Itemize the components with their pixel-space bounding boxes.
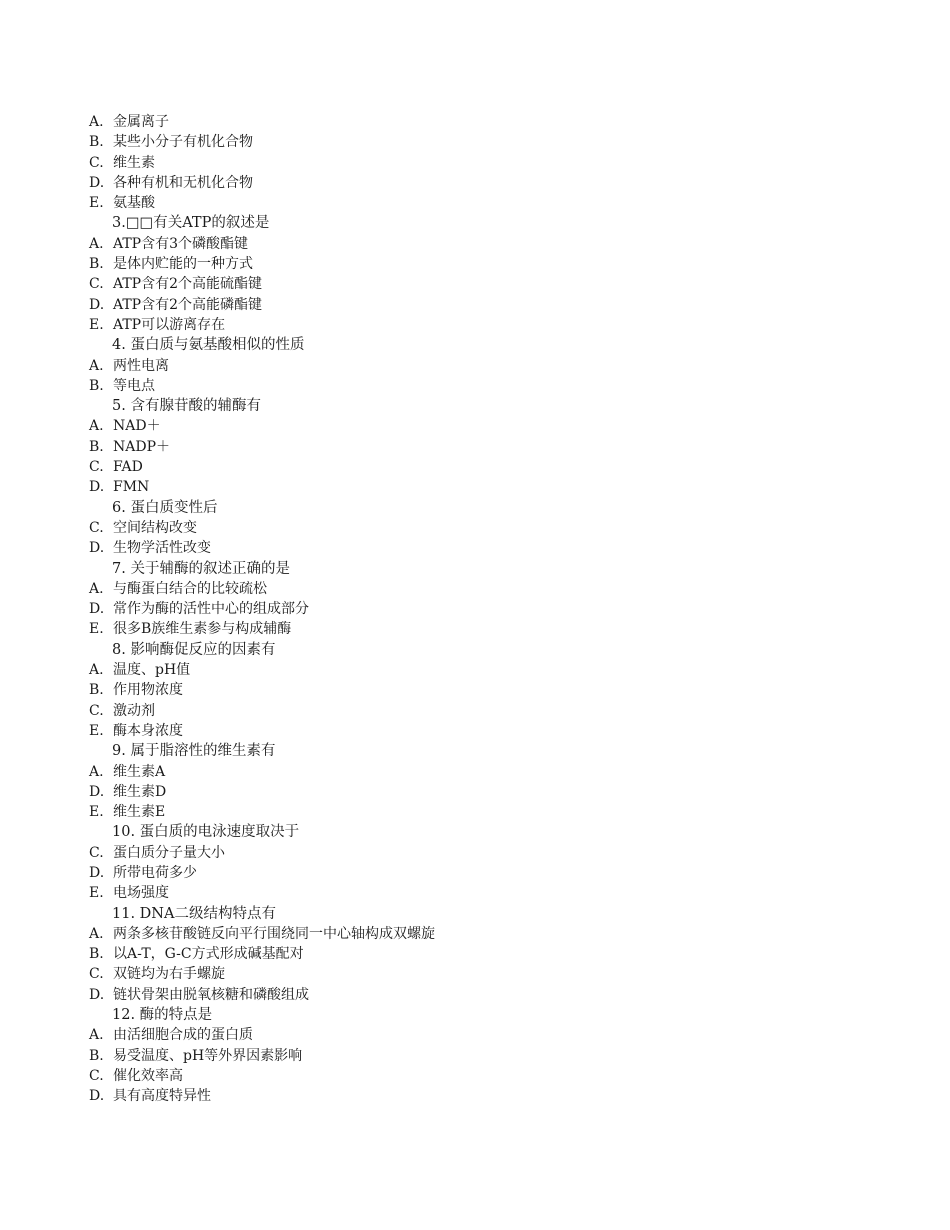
option-text: ATP含有3个磷酸酯键: [113, 235, 249, 252]
option-letter: E.: [89, 804, 104, 821]
option-letter: B.: [89, 134, 104, 151]
option-text: ATP可以游离存在: [113, 316, 226, 333]
option-text: 常作为酶的活性中心的组成部分: [113, 601, 309, 618]
option-letter: C.: [89, 519, 104, 536]
answer-option: [0, 295, 950, 315]
option-letter: D.: [89, 864, 105, 881]
option-text: 所带电荷多少: [113, 864, 197, 881]
answer-option: [0, 112, 950, 132]
answer-option: [0, 234, 950, 254]
option-text: 以A-T，G-C方式形成碱基配对: [113, 946, 304, 963]
answer-option: [0, 477, 950, 497]
option-text: 酶本身浓度: [113, 722, 183, 739]
answer-option: [0, 457, 950, 477]
option-letter: E.: [89, 885, 104, 902]
document-body: [0, 112, 950, 1107]
option-letter: E.: [89, 621, 104, 638]
option-letter: D.: [89, 296, 105, 313]
answer-option: [0, 538, 950, 558]
option-text: ATP含有2个高能硫酯键: [113, 276, 263, 293]
option-letter: D.: [89, 1088, 105, 1105]
answer-option: [0, 153, 950, 173]
option-letter: B.: [89, 377, 104, 394]
answer-option: [0, 782, 950, 802]
question-stem: 6. 蛋白质变性后: [112, 499, 218, 516]
question-stem: 5. 含有腺苷酸的辅酶有: [112, 398, 261, 415]
option-text: ATP含有2个高能磷酯键: [113, 296, 263, 313]
answer-option: [0, 437, 950, 457]
option-text: 金属离子: [113, 114, 169, 130]
answer-option: [0, 863, 950, 883]
option-text: 维生素E: [113, 804, 166, 821]
option-letter: A.: [89, 235, 104, 252]
answer-option: [0, 1086, 950, 1106]
answer-option: [0, 416, 950, 436]
answer-option: [0, 599, 950, 619]
option-text: 空间结构改变: [113, 519, 197, 536]
answer-option: [0, 193, 950, 213]
option-text: 维生素D: [113, 783, 167, 800]
option-letter: A.: [89, 580, 104, 597]
option-text: FAD: [113, 459, 143, 476]
answer-option: [0, 132, 950, 152]
option-text: 蛋白质分子量大小: [113, 844, 225, 861]
answer-option: [0, 924, 950, 944]
option-text: 电场强度: [113, 885, 169, 902]
option-letter: A.: [89, 114, 104, 130]
question-stem: 9. 属于脂溶性的维生素有: [112, 743, 276, 760]
option-text: 某些小分子有机化合物: [113, 134, 253, 151]
option-text: 维生素A: [113, 763, 166, 780]
answer-option: [0, 944, 950, 964]
option-letter: C.: [89, 276, 104, 293]
answer-option: [0, 254, 950, 274]
answer-option: [0, 1025, 950, 1045]
option-text: 两性电离: [113, 357, 169, 374]
answer-option: [0, 762, 950, 782]
option-letter: A.: [89, 925, 104, 942]
answer-option: [0, 1046, 950, 1066]
option-text: 氨基酸: [113, 195, 155, 212]
option-text: NADP＋: [113, 438, 171, 455]
option-text: 由活细胞合成的蛋白质: [113, 1027, 253, 1044]
option-text: 等电点: [113, 377, 155, 394]
answer-option: [0, 701, 950, 721]
answer-option: [0, 843, 950, 863]
option-text: 各种有机和无机化合物: [113, 174, 253, 191]
option-text: 与酶蛋白结合的比较疏松: [113, 580, 267, 597]
option-letter: A.: [89, 418, 104, 435]
answer-option: [0, 356, 950, 376]
option-letter: B.: [89, 946, 104, 963]
option-text: 生物学活性改变: [113, 540, 211, 557]
option-letter: B.: [89, 1047, 104, 1064]
option-letter: E.: [89, 722, 104, 739]
question-stem: 8. 影响酶促反应的因素有: [112, 641, 276, 658]
option-letter: B.: [89, 256, 104, 273]
option-letter: A.: [89, 1027, 104, 1044]
answer-option: [0, 1066, 950, 1086]
option-text: FMN: [113, 479, 150, 496]
option-text: 维生素: [113, 154, 155, 171]
option-text: NAD＋: [113, 418, 161, 435]
option-letter: C.: [89, 459, 104, 476]
option-text: 链状骨架由脱氧核糖和磷酸组成: [113, 986, 309, 1003]
answer-option: [0, 173, 950, 193]
option-letter: D.: [89, 783, 105, 800]
option-text: 是体内贮能的一种方式: [113, 256, 253, 273]
option-letter: E.: [89, 316, 104, 333]
option-text: 激动剂: [113, 702, 155, 719]
option-text: 催化效率高: [113, 1067, 183, 1084]
option-letter: D.: [89, 479, 105, 496]
question-stem: 12. 酶的特点是: [112, 1007, 213, 1024]
answer-option: [0, 985, 950, 1005]
option-letter: A.: [89, 763, 104, 780]
option-letter: C.: [89, 154, 104, 171]
answer-option: [0, 579, 950, 599]
answer-option: [0, 680, 950, 700]
option-text: 具有高度特异性: [113, 1088, 211, 1105]
question-stem: 4. 蛋白质与氨基酸相似的性质: [112, 337, 305, 354]
option-letter: D.: [89, 601, 105, 618]
question-stem: 7. 关于辅酶的叙述正确的是: [112, 560, 290, 577]
option-letter: A.: [89, 357, 104, 374]
option-letter: B.: [89, 438, 104, 455]
option-text: 两条多核苷酸链反向平行围绕同一中心轴构成双螺旋: [113, 925, 435, 942]
answer-option: [0, 315, 950, 335]
option-text: 易受温度、pH等外界因素影响: [113, 1047, 303, 1064]
question-stem: 11. DNA二级结构特点有: [112, 905, 276, 922]
answer-option: [0, 660, 950, 680]
answer-option: [0, 964, 950, 984]
question-stem: 10. 蛋白质的电泳速度取决于: [112, 824, 300, 841]
option-letter: D.: [89, 986, 105, 1003]
answer-option: [0, 518, 950, 538]
option-letter: E.: [89, 195, 104, 212]
option-letter: D.: [89, 174, 105, 191]
answer-option: [0, 802, 950, 822]
option-letter: C.: [89, 844, 104, 861]
option-letter: C.: [89, 966, 104, 983]
option-text: 很多B族维生素参与构成辅酶: [113, 621, 292, 638]
answer-option: [0, 619, 950, 639]
answer-option: [0, 376, 950, 396]
option-letter: C.: [89, 1067, 104, 1084]
answer-option: [0, 721, 950, 741]
answer-option: [0, 883, 950, 903]
answer-option: [0, 274, 950, 294]
question-stem: 3.□□有关ATP的叙述是: [112, 215, 270, 232]
option-text: 作用物浓度: [113, 682, 183, 699]
option-letter: D.: [89, 540, 105, 557]
option-text: 温度、pH值: [113, 662, 191, 679]
option-letter: B.: [89, 682, 104, 699]
option-letter: A.: [89, 662, 104, 679]
option-text: 双链均为右手螺旋: [113, 966, 225, 983]
option-letter: C.: [89, 702, 104, 719]
